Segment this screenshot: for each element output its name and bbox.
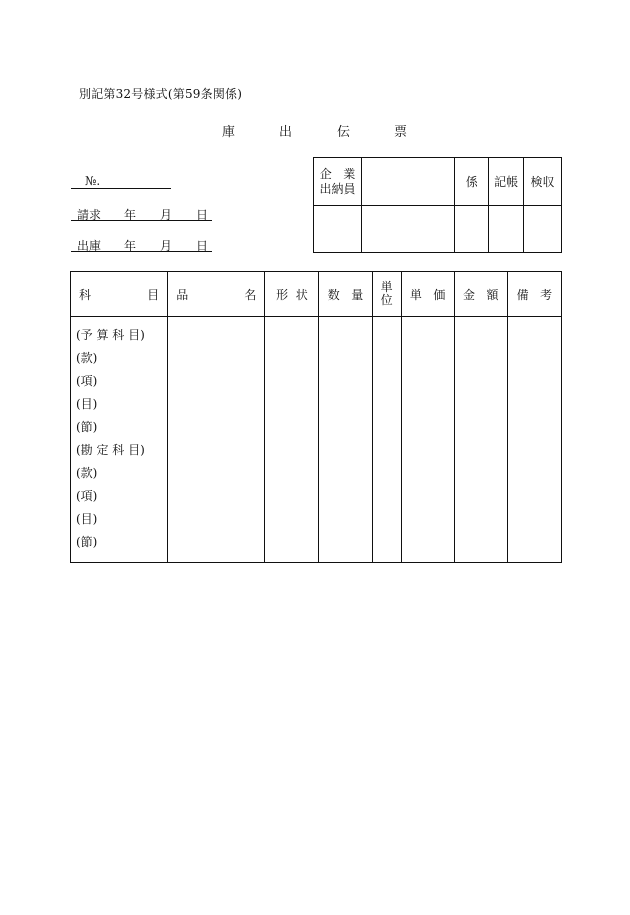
col-header-kingaku: 金 額: [454, 272, 507, 317]
col-header-tani: 単 位: [372, 272, 401, 317]
title-char-1: 庫: [222, 125, 236, 140]
request-year-label: 年: [124, 208, 137, 222]
kicho-header: 記帳: [489, 158, 524, 206]
company-treasurer-header: 企 業 出納員: [314, 158, 362, 206]
account-item: (目): [76, 397, 98, 411]
account-item: (款): [76, 351, 98, 365]
hinmei-input-cell[interactable]: [168, 317, 265, 563]
issue-day-label: 日: [196, 239, 209, 253]
account-item: (目): [76, 512, 98, 526]
account-item: (節): [76, 535, 98, 549]
title-char-4: 票: [394, 125, 408, 140]
col-header-keijo: 形 状: [265, 272, 319, 317]
approval-table: [313, 157, 562, 253]
account-item: (予 算 科 目): [76, 328, 145, 342]
col-header-biko: 備 考: [507, 272, 561, 317]
account-item: (節): [76, 420, 98, 434]
account-list: [71, 317, 167, 557]
col-header-kamoku: 科 目: [71, 272, 168, 317]
title-char-2: 出: [279, 125, 293, 140]
col-header-hinmei: 品 名: [168, 272, 265, 317]
keijo-input-cell[interactable]: [265, 317, 319, 563]
form-reference: 別記第32号様式(第59条関係): [79, 87, 243, 101]
account-item: (項): [76, 489, 98, 503]
request-day-label: 日: [196, 208, 209, 222]
kenshu-stamp-cell[interactable]: [524, 206, 562, 253]
account-item: (款): [76, 466, 98, 480]
issue-year-label: 年: [124, 239, 137, 253]
col-header-tanka: 単 価: [401, 272, 454, 317]
tanka-input-cell[interactable]: [401, 317, 454, 563]
kakari-header: 係: [455, 158, 489, 206]
number-label: №.: [85, 174, 101, 188]
biko-input-cell[interactable]: [507, 317, 561, 563]
company-stamp-cell[interactable]: [314, 206, 362, 253]
account-item: (項): [76, 374, 98, 388]
col-header-suryo: 数 量: [319, 272, 372, 317]
title-char-3: 伝: [337, 125, 351, 140]
number-field-line[interactable]: [71, 188, 171, 189]
account-item: (勘 定 科 目): [76, 443, 145, 457]
kakari-stamp-cell[interactable]: [455, 206, 489, 253]
tani-input-cell[interactable]: [372, 317, 401, 563]
suryo-input-cell[interactable]: [319, 317, 372, 563]
kenshu-header: 検収: [524, 158, 562, 206]
item-table: [70, 271, 562, 563]
issue-month-label: 月: [160, 239, 173, 253]
request-date-line[interactable]: [71, 220, 212, 221]
treasurer-stamp-cell[interactable]: [361, 206, 454, 253]
kicho-stamp-cell[interactable]: [489, 206, 524, 253]
request-label: 請求: [77, 208, 102, 222]
issue-date-line[interactable]: [71, 251, 212, 252]
request-month-label: 月: [160, 208, 173, 222]
company-treasurer-stamp-header: [361, 158, 454, 206]
kingaku-input-cell[interactable]: [454, 317, 507, 563]
account-cell: [71, 317, 168, 563]
issue-label: 出庫: [77, 239, 102, 253]
